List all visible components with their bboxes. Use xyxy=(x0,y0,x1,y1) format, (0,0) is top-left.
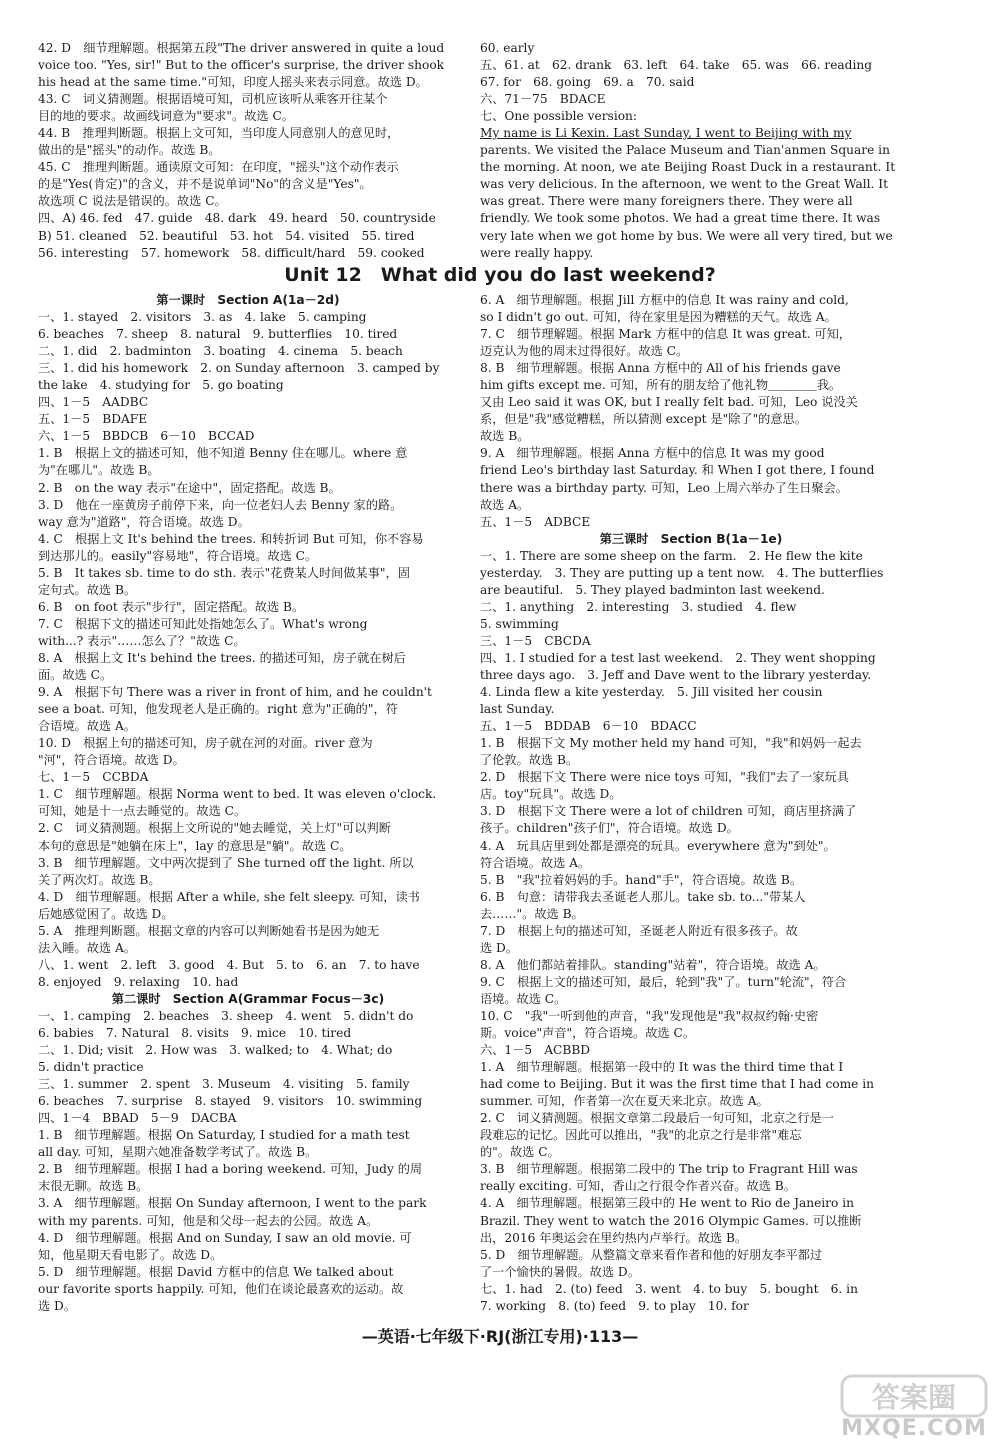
text-line: 一、1. stayed 2. visitors 3. as 4. lake 5. camping xyxy=(38,310,367,325)
watermark-logo-icon xyxy=(838,1372,990,1420)
text-line: 56. interesting 57. homework 58. difficult/hard 59. cooked xyxy=(38,245,425,260)
text-line: 了伦敦。故选 B。 xyxy=(480,753,579,768)
text-line: 四、1. I studied for a test last weekend. 2. They went shopping xyxy=(480,650,876,665)
text-line: 一、1. camping 2. beaches 3. sheep 4. went 5. didn't do xyxy=(38,1008,414,1023)
text-line: 选 D。 xyxy=(38,1298,77,1313)
text-line: 4. C 根据上文 It's behind the trees. 和转折词 But 可知，你不容易 xyxy=(38,531,424,546)
text-line: 迈克认为他的周末过得很好。故选 C。 xyxy=(480,344,689,359)
text-line: 43. C 词义猜测题。根据语境可知，司机应该听从乘客开往某个 xyxy=(38,92,388,107)
text-line: 出，2016 年奥运会在里约热内卢举行。故选 B。 xyxy=(480,1230,748,1245)
text-line: 1. A 细节理解题。根据第一段中的 It was the third time that I xyxy=(480,1060,844,1075)
text-line: 67. for 68. going 69. a 70. said xyxy=(480,75,695,90)
text-line: 的是"Yes(肯定)"的含义，并不是说单词"No"的含义是"Yes"。 xyxy=(38,177,372,192)
text-line: 为"在哪儿"。故选 B。 xyxy=(38,463,160,478)
text-line: 二、1. anything 2. interesting 3. studied 4. flew xyxy=(480,599,797,614)
text-line: 7. C 根据下文的描述可知此处指她怎么了。What's wrong xyxy=(38,616,368,631)
text-line: his head at the same time."可知，印度人摇头来表示同意。故选 D。 xyxy=(38,75,428,90)
text-line: 面。故选 C。 xyxy=(38,668,113,683)
text-line: 8. A 根据上文 It's behind the trees. 的描述可知，房子就在树后 xyxy=(38,650,406,665)
text-line: 3. A 细节理解题。根据 On Sunday afternoon, I went to the park xyxy=(38,1196,427,1211)
text-line: 做出的是"摇头"的动作。故选 B。 xyxy=(38,143,221,158)
text-line: was great. There were many foreigners there. They were all xyxy=(480,194,853,209)
section-heading: 第二课时 Section A(Grammar Focus－3c) xyxy=(111,991,385,1006)
text-line: Brazil. They went to watch the 2016 Olympic Games. 可以推断 xyxy=(480,1213,862,1228)
text-line: 7. C 细节理解题。根据 Mark 方框中的信息 It was great. 可知， xyxy=(480,327,851,342)
text-line: 七、1－5 CCBDA xyxy=(38,770,149,785)
text-line: 七、1. had 2. (to) feed 3. went 4. to buy 5. bought 6. in xyxy=(480,1281,858,1296)
text-line: 4. D 细节理解题。根据 And on Sunday, I saw an old movie. 可 xyxy=(38,1230,412,1245)
text-line: 了一个愉快的暑假。故选 D。 xyxy=(480,1264,640,1279)
text-line: 10. D 根据上句的描述可知，房子就在河的对面。river 意为 xyxy=(38,736,373,751)
text-line: 10. C "我"一听到他的声音，"我"发现他是"我"叔叔约翰·史密 xyxy=(480,1008,819,1023)
text-line: 5. D 细节理解题。根据 David 方框中的信息 We talked about xyxy=(38,1264,394,1279)
text-line: so I didn't go out. 可知，待在家里是因为糟糕的天气。故选 A。 xyxy=(480,310,837,325)
text-line: 42. D 细节理解题。根据第五段"The driver answered in quite a loud xyxy=(38,41,445,55)
text-line: 2. B on the way 表示"在途中"，固定搭配。故选 B。 xyxy=(38,480,341,495)
right-answer-column xyxy=(480,292,902,1315)
text-line: 9. A 根据下句 There was a river in front of him, and he couldn't xyxy=(38,685,432,700)
text-line: 3. B 细节理解题。根据第二段中的 The trip to Fragrant Hill was xyxy=(480,1162,858,1177)
text-line: 6. beaches 7. surprise 8. stayed 9. visitors 10. swimming xyxy=(38,1094,423,1109)
text-line: 6. babies 7. Natural 8. visits 9. mice 10. tired xyxy=(38,1026,352,1041)
text-line: 6. A 细节理解题。根据 Jill 方框中的信息 It was rainy and cold, xyxy=(480,293,849,307)
text-line: way 意为"道路"，符合语境。故选 D。 xyxy=(38,514,250,529)
text-line: 三、1－5 CBCDA xyxy=(480,633,591,648)
text-line: 1. B 根据上文的描述可知，他不知道 Benny 住在哪儿。where 意 xyxy=(38,446,408,461)
text-line: 关了两次灯。故选 B。 xyxy=(38,872,161,887)
text-line: voice too. "Yes, sir!" But to the officer's surprise, the driver shook xyxy=(38,58,445,73)
text-line: 本句的意思是"她躺在床上"，lay 的意思是"躺"。故选 C。 xyxy=(38,838,352,853)
text-line: 1. B 细节理解题。根据 On Saturday, I studied for a math test xyxy=(38,1128,410,1143)
left-answer-column xyxy=(38,292,458,1315)
section-heading: 第一课时 Section A(1a－2d) xyxy=(156,293,340,307)
text-line: 5. B It takes sb. time to do sth. 表示"花费某人时间做某事"，固 xyxy=(38,565,410,580)
text-line: with my parents. 可知，他是和父母一起去的公园。故选 A。 xyxy=(38,1213,379,1228)
text-line: 4. A 玩具店里到处都是漂亮的玩具。everywhere 意为"到处"。 xyxy=(480,838,836,853)
watermark-url: MXQE.COM xyxy=(841,1416,987,1441)
text-line: 三、1. did his homework 2. on Sunday afternoon 3. camped by xyxy=(38,361,440,376)
text-line: friend Leo's birthday last Saturday. 和 When I got there, I found xyxy=(480,463,875,478)
underlined-text: My name is Li Kexin. Last Sunday, I went to Beijing with my xyxy=(480,126,852,141)
text-line: 合语境。故选 A。 xyxy=(38,719,136,734)
unit-title: Unit 12 What did you do last weekend? xyxy=(284,264,716,286)
text-line: 7. D 根据上句的描述可知，圣诞老人附近有很多孩子。故 xyxy=(480,923,798,938)
text-line: 3. D 根据下文 There were a lot of children 可知，商店里挤满了 xyxy=(480,804,857,819)
text-line: 2. B 细节理解题。根据 I had a boring weekend. 可知，Judy 的周 xyxy=(38,1162,423,1177)
text-line: 2. C 词义猜测题。根据上文所说的"她去睡觉，关上灯"可以判断 xyxy=(38,821,391,836)
text-line: 五、61. at 62. drank 63. left 64. take 65. was 66. reading xyxy=(480,58,873,73)
text-line: three days ago. 3. Jeff and Dave went to the library yesterday. xyxy=(480,668,872,683)
text-line: 二、1. did 2. badminton 3. boating 4. cinema 5. beach xyxy=(38,344,403,359)
text-line: with...? 表示"……怎么了？"故选 C。 xyxy=(38,633,246,648)
text-line: 后她感觉困了。故选 D。 xyxy=(38,906,174,921)
text-line: 二、1. Did; visit 2. How was 3. walked; to 4. What; do xyxy=(38,1043,393,1058)
text-line: there was a birthday party. 可知，Leo 上周六举办了生日聚会。 xyxy=(480,480,848,495)
text-line: 5. B "我"拉着妈妈的手。hand"手"，符合语境。故选 B。 xyxy=(480,872,803,887)
text-line: 三、1. summer 2. spent 3. Museum 4. visiting 5. family xyxy=(38,1077,410,1092)
text-line: 四、A) 46. fed 47. guide 48. dark 49. heard 50. countryside xyxy=(38,211,436,226)
text-line: 末很无聊。故选 B。 xyxy=(38,1179,149,1194)
text-line: 系，但是"我"感觉糟糕，所以猜测 except 是"除了"的意思。 xyxy=(480,412,807,427)
text-line: 5. swimming xyxy=(480,616,559,631)
text-line: all day. 可知，星期六她准备数学考试了。故选 B。 xyxy=(38,1145,318,1160)
text-line: 的"。故选 C。 xyxy=(480,1145,560,1160)
text-line: 8. A 他们都站着排队。standing"站着"，符合语境。故选 A。 xyxy=(480,957,826,972)
text-line xyxy=(480,125,902,142)
text-line: really exciting. 可知，香山之行很令作者兴奋。故选 B。 xyxy=(480,1179,796,1194)
text-line: 斯。voice"声音"，符合语境。故选 C。 xyxy=(480,1026,696,1041)
text-line: 符合语境。故选 A。 xyxy=(480,855,591,870)
text-line: 知，他星期天看电影了。故选 D。 xyxy=(38,1247,223,1262)
text-line: 五、1－5 ADBCE xyxy=(480,514,591,529)
text-line: 六、1－5 BBDCB 6－10 BCCAD xyxy=(38,429,255,444)
text-line: 五、1－5 BDAFE xyxy=(38,412,148,427)
text-line: 4. D 细节理解题。根据 After a while, she felt sleepy. 可知，读书 xyxy=(38,889,420,904)
text-line: 店。toy"玩具"。故选 D。 xyxy=(480,787,622,802)
text-line: was very delicious. In the afternoon, we went to the Great Wall. It xyxy=(480,177,888,192)
text-line: 1. C 细节理解题。根据 Norma went to bed. It was eleven o'clock. xyxy=(38,787,437,802)
watermark-logo-text: 答案圈 xyxy=(871,1381,957,1414)
text-line: summer. 可知，作者第一次在夏天来北京。故选 A。 xyxy=(480,1094,769,1109)
section-heading: 第三课时 Section B(1a－1e) xyxy=(599,531,783,546)
text-line: 四、1－4 BBAD 5－9 DACBA xyxy=(38,1111,237,1126)
text-line: 八、1. went 2. left 3. good 4. But 5. to 6. an 7. to have xyxy=(38,957,420,972)
text-line: our favorite sports happily. 可知，他们在谈论最喜欢的运动。故 xyxy=(38,1281,404,1296)
text-line: 8. B 细节理解题。根据 Anna 方框中的 All of his friends gave xyxy=(480,361,841,376)
text-line: 六、71－75 BDACE xyxy=(480,92,606,107)
text-line: 五、1－5 BDDAB 6－10 BDACC xyxy=(480,719,697,734)
text-line: 段难忘的记忆。因此可以推出，"我"的北京之行是非常"难忘 xyxy=(480,1128,802,1143)
text-line: B) 51. cleaned 52. beautiful 53. hot 54. visited 55. tired xyxy=(38,228,415,243)
text-line: 3. D 他在一座黄房子前停下来，向一位老妇人去 Benny 家的路。 xyxy=(38,497,403,512)
text-line: 2. C 词义猜测题。根据文章第二段最后一句可知，北京之行是一 xyxy=(480,1111,834,1126)
top-left-column xyxy=(38,40,458,262)
page-footer: —英语·七年级下·RJ(浙江专用)·113— xyxy=(361,1327,639,1346)
text-line: 定句式。故选 B。 xyxy=(38,582,137,597)
text-line: had come to Beijing. But it was the first time that I had come in xyxy=(480,1077,874,1092)
top-right-column xyxy=(480,40,902,262)
text-line: parents. We visited the Palace Museum and Tian'anmen Square in xyxy=(480,143,890,158)
text-line: 到达那儿的。easily"容易地"，符合语境。故选 C。 xyxy=(38,548,318,563)
text-line: 3. B 细节理解题。文中两次提到了 She turned off the light. 所以 xyxy=(38,855,414,870)
text-line: 5. A 推理判断题。根据文章的内容可以判断她看书是因为她无 xyxy=(38,923,380,938)
text-line: 法入睡。故选 A。 xyxy=(38,940,136,955)
text-line: 目的地的要求。故画线词意为"要求"。故选 C。 xyxy=(38,109,294,124)
text-line: very late when we got home by bus. We were all very tired, but we xyxy=(480,228,893,243)
text-line: last Sunday. xyxy=(480,702,555,717)
text-line: 七、One possible version: xyxy=(480,109,638,124)
text-line: 语境。故选 C。 xyxy=(480,991,567,1006)
text-line: 6. B on foot 表示"步行"，固定搭配。故选 B。 xyxy=(38,599,305,614)
text-line: 9. A 细节理解题。根据 Anna 方框中的信息 It was my good xyxy=(480,446,825,461)
text-line: see a boat. 可知，他发现老人是正确的。right 意为"正确的"，符 xyxy=(38,702,398,717)
text-line: 9. C 根据上文的描述可知，最后，轮到"我"了。turn"轮流"，符合 xyxy=(480,974,847,989)
text-line: were really happy. xyxy=(480,245,594,260)
text-line: 4. A 细节理解题。根据第三段中的 He went to Rio de Janeiro in xyxy=(480,1196,854,1211)
text-line: him gifts except me. 可知，所有的朋友给了他礼物＿＿＿＿我。 xyxy=(480,378,842,393)
text-line: 选 D。 xyxy=(480,940,519,955)
text-line: 故选 A。 xyxy=(480,497,530,512)
text-line: 可知，她是十一点去睡觉的。故选 C。 xyxy=(38,804,247,819)
text-line: 一、1. There are some sheep on the farm. 2. He flew the kite xyxy=(480,548,863,563)
text-line: 故选 B。 xyxy=(480,429,530,444)
text-line: 7. working 8. (to) feed 9. to play 10. for xyxy=(480,1298,749,1313)
text-line: yesterday. 3. They are putting up a tent now. 4. The butterflies xyxy=(480,565,884,580)
text-line: 故选项 C 说法是错误的。故选 C。 xyxy=(38,194,227,209)
text-line: 去……"。故选 B。 xyxy=(480,906,584,921)
text-line: 六、1－5 ACBBD xyxy=(480,1043,591,1058)
text-line: "河"，符合语境。故选 D。 xyxy=(38,753,185,768)
text-line: 2. D 根据下文 There were nice toys 可知，"我们"去了一家玩具 xyxy=(480,770,849,785)
text-line: 4. Linda flew a kite yesterday. 5. Jill visited her cousin xyxy=(480,685,823,700)
text-line: 60. early xyxy=(480,41,535,55)
text-line: 5. didn't practice xyxy=(38,1060,144,1075)
text-line: 1. B 根据下文 My mother held my hand 可知，"我"和妈妈一起去 xyxy=(480,736,862,751)
text-line: the lake 4. studying for 5. go boating xyxy=(38,378,284,393)
watermark xyxy=(838,1372,990,1444)
text-line: 又由 Leo said it was OK, but I really felt bad. 可知，Leo 说没关 xyxy=(480,395,858,410)
text-line: 四、1－5 AADBC xyxy=(38,395,149,410)
text-line: the morning. At noon, we ate Beijing Roast Duck in a restaurant. It xyxy=(480,160,896,175)
text-line: 45. C 推理判断题。通读原文可知：在印度，"摇头"这个动作表示 xyxy=(38,160,399,175)
text-line: 5. D 细节理解题。从整篇文章来看作者和他的好朋友李平都过 xyxy=(480,1247,823,1262)
text-line: 6. beaches 7. sheep 8. natural 9. butterflies 10. tired xyxy=(38,327,398,342)
text-line: 孩子。children"孩子们"，符合语境。故选 D。 xyxy=(480,821,739,836)
text-line: are beautiful. 5. They played badminton last weekend. xyxy=(480,582,825,597)
text-line: friendly. We took some photos. We had a great time there. It was xyxy=(480,211,881,226)
text-line: 8. enjoyed 9. relaxing 10. had xyxy=(38,974,239,989)
text-line: 6. B 句意：请带我去圣诞老人那儿。take sb. to..."带某人 xyxy=(480,889,806,904)
text-line: 44. B 推理判断题。根据上文可知，当印度人同意别人的意见时， xyxy=(38,126,400,141)
